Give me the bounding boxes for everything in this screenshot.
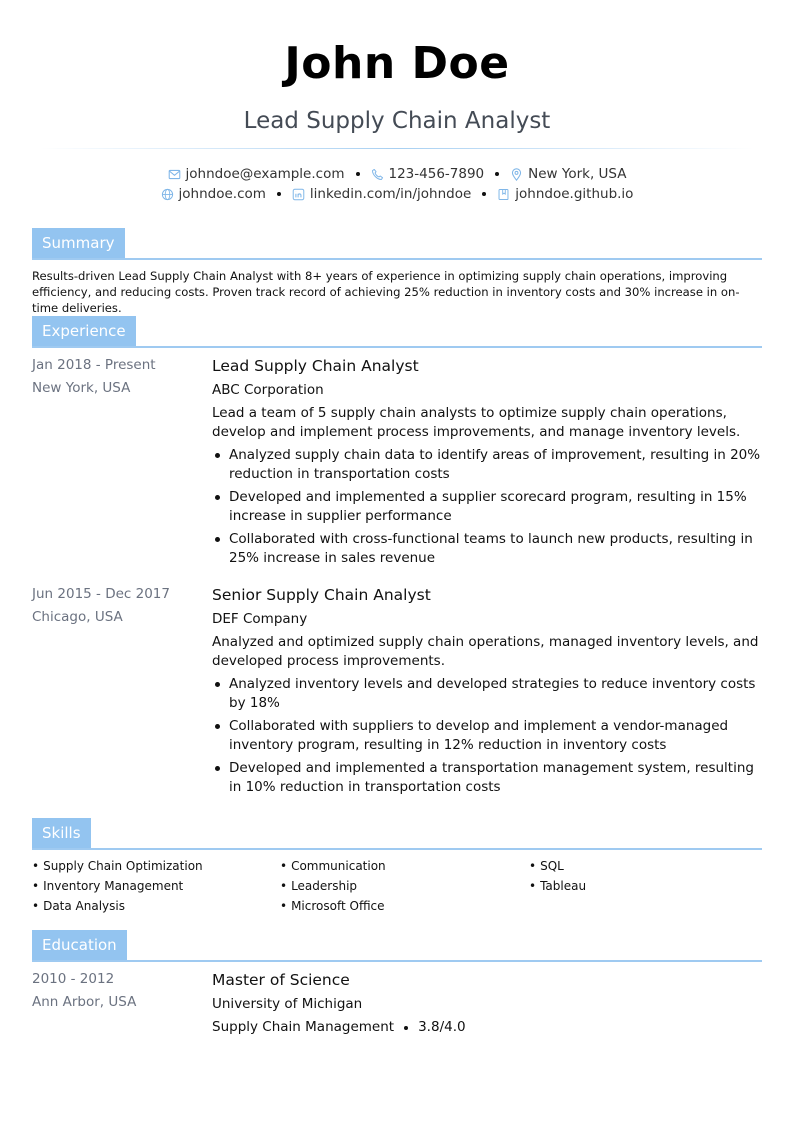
- contact-email[interactable]: [168, 166, 345, 182]
- skill-item: • Communication: [280, 857, 386, 877]
- contact-linkedin-text: linkedin.com/in/johndoe: [309, 186, 472, 202]
- skill-item: • Leadership: [280, 877, 386, 897]
- skill-item: • Microsoft Office: [280, 897, 386, 917]
- experience-bullet: Analyzed supply chain data to identify areas of improvement, resulting in 20% reduction in transportation costs: [212, 446, 764, 484]
- phone-icon: [371, 168, 384, 181]
- experience-dates: Jun 2015 - Dec 2017: [32, 586, 170, 602]
- experience-location: Chicago, USA: [32, 609, 123, 625]
- education-dates: 2010 - 2012: [32, 971, 115, 987]
- experience-bullets: [212, 675, 764, 797]
- experience-title: Lead Supply Chain Analyst: [212, 357, 419, 375]
- experience-bullets: [212, 446, 764, 568]
- section-title-education: Education: [32, 930, 127, 960]
- education-degree: Master of Science: [212, 971, 350, 989]
- contact-location-text: New York, USA: [528, 166, 627, 182]
- contact-location: [510, 166, 626, 182]
- experience-bullet: Developed and implemented a supplier scorecard program, resulting in 15% increase in supplier performance: [212, 488, 764, 526]
- education-field: Supply Chain Management: [212, 1019, 395, 1035]
- education-gpa: 3.8/4.0: [418, 1019, 466, 1035]
- experience-bullet: Analyzed inventory levels and developed strategies to reduce inventory costs by 18%: [212, 675, 764, 713]
- education-school: University of Michigan: [212, 996, 363, 1012]
- skills-column: [280, 857, 386, 917]
- experience-dates: Jan 2018 - Present: [32, 357, 156, 373]
- experience-bullet: Collaborated with suppliers to develop and implement a vendor-managed inventory program, resulting in 12% reduction in inventory costs: [212, 717, 764, 755]
- section-title-skills: Skills: [32, 818, 91, 848]
- skills-column: [529, 857, 586, 897]
- location-pin-icon: [510, 168, 523, 181]
- experience-company: ABC Corporation: [212, 382, 324, 398]
- summary-text: Results-driven Lead Supply Chain Analyst with 8+ years of experience in optimizing supply chain operations, improving efficiency, and reducing costs. Proven track record of achieving 25% reduction in inventory costs and 30% increase in on-time deliveries.: [32, 269, 740, 315]
- contact-github[interactable]: [497, 186, 633, 202]
- education-location: Ann Arbor, USA: [32, 994, 137, 1010]
- section-title-experience: Experience: [32, 316, 136, 346]
- section-header-skills: [32, 818, 762, 850]
- experience-company: DEF Company: [212, 611, 308, 627]
- section-header-experience: [32, 316, 762, 348]
- globe-icon: [161, 188, 174, 201]
- section-title-summary: Summary: [32, 228, 125, 258]
- skill-item: • Supply Chain Optimization: [32, 857, 203, 877]
- contact-phone[interactable]: [371, 166, 485, 182]
- linkedin-icon: [292, 188, 305, 201]
- bookmark-icon: [497, 188, 510, 201]
- experience-bullet: Collaborated with cross-functional teams to launch new products, resulting in 25% increase in sales revenue: [212, 530, 764, 568]
- separator-dot: [482, 192, 486, 196]
- contact-github-text: johndoe.github.io: [515, 186, 634, 202]
- email-icon: [168, 168, 181, 181]
- experience-location: New York, USA: [32, 380, 131, 396]
- separator-dot: [495, 172, 499, 176]
- skills-column: [32, 857, 203, 917]
- experience-title: Senior Supply Chain Analyst: [212, 586, 431, 604]
- contact-row-primary: [0, 166, 794, 182]
- skill-item: • Tableau: [529, 877, 586, 897]
- skill-item: • Inventory Management: [32, 877, 203, 897]
- contact-phone-text: 123-456-7890: [388, 166, 485, 182]
- candidate-headline: Lead Supply Chain Analyst: [243, 108, 551, 134]
- contact-row-links: [0, 186, 794, 202]
- header-divider: [40, 148, 754, 149]
- separator-dot: [356, 172, 360, 176]
- section-header-summary: [32, 228, 762, 260]
- separator-dot: [404, 1026, 408, 1030]
- skill-item: • SQL: [529, 857, 586, 877]
- contact-website-text: johndoe.com: [178, 186, 266, 202]
- skill-item: • Data Analysis: [32, 897, 203, 917]
- section-header-education: [32, 930, 762, 962]
- contact-linkedin[interactable]: [292, 186, 471, 202]
- contact-website[interactable]: [161, 186, 266, 202]
- candidate-name: John Doe: [284, 38, 510, 89]
- experience-description: Analyzed and optimized supply chain operations, managed inventory levels, and developed process improvements.: [212, 634, 759, 669]
- contact-email-text: johndoe@example.com: [185, 166, 345, 182]
- experience-description: Lead a team of 5 supply chain analysts to optimize supply chain operations, develop and implement process improvements, and manage inventory levels.: [212, 405, 741, 440]
- education-meta: [212, 1018, 764, 1037]
- experience-bullet: Developed and implemented a transportation management system, resulting in 10% reduction in transportation costs: [212, 759, 764, 797]
- separator-dot: [277, 192, 281, 196]
